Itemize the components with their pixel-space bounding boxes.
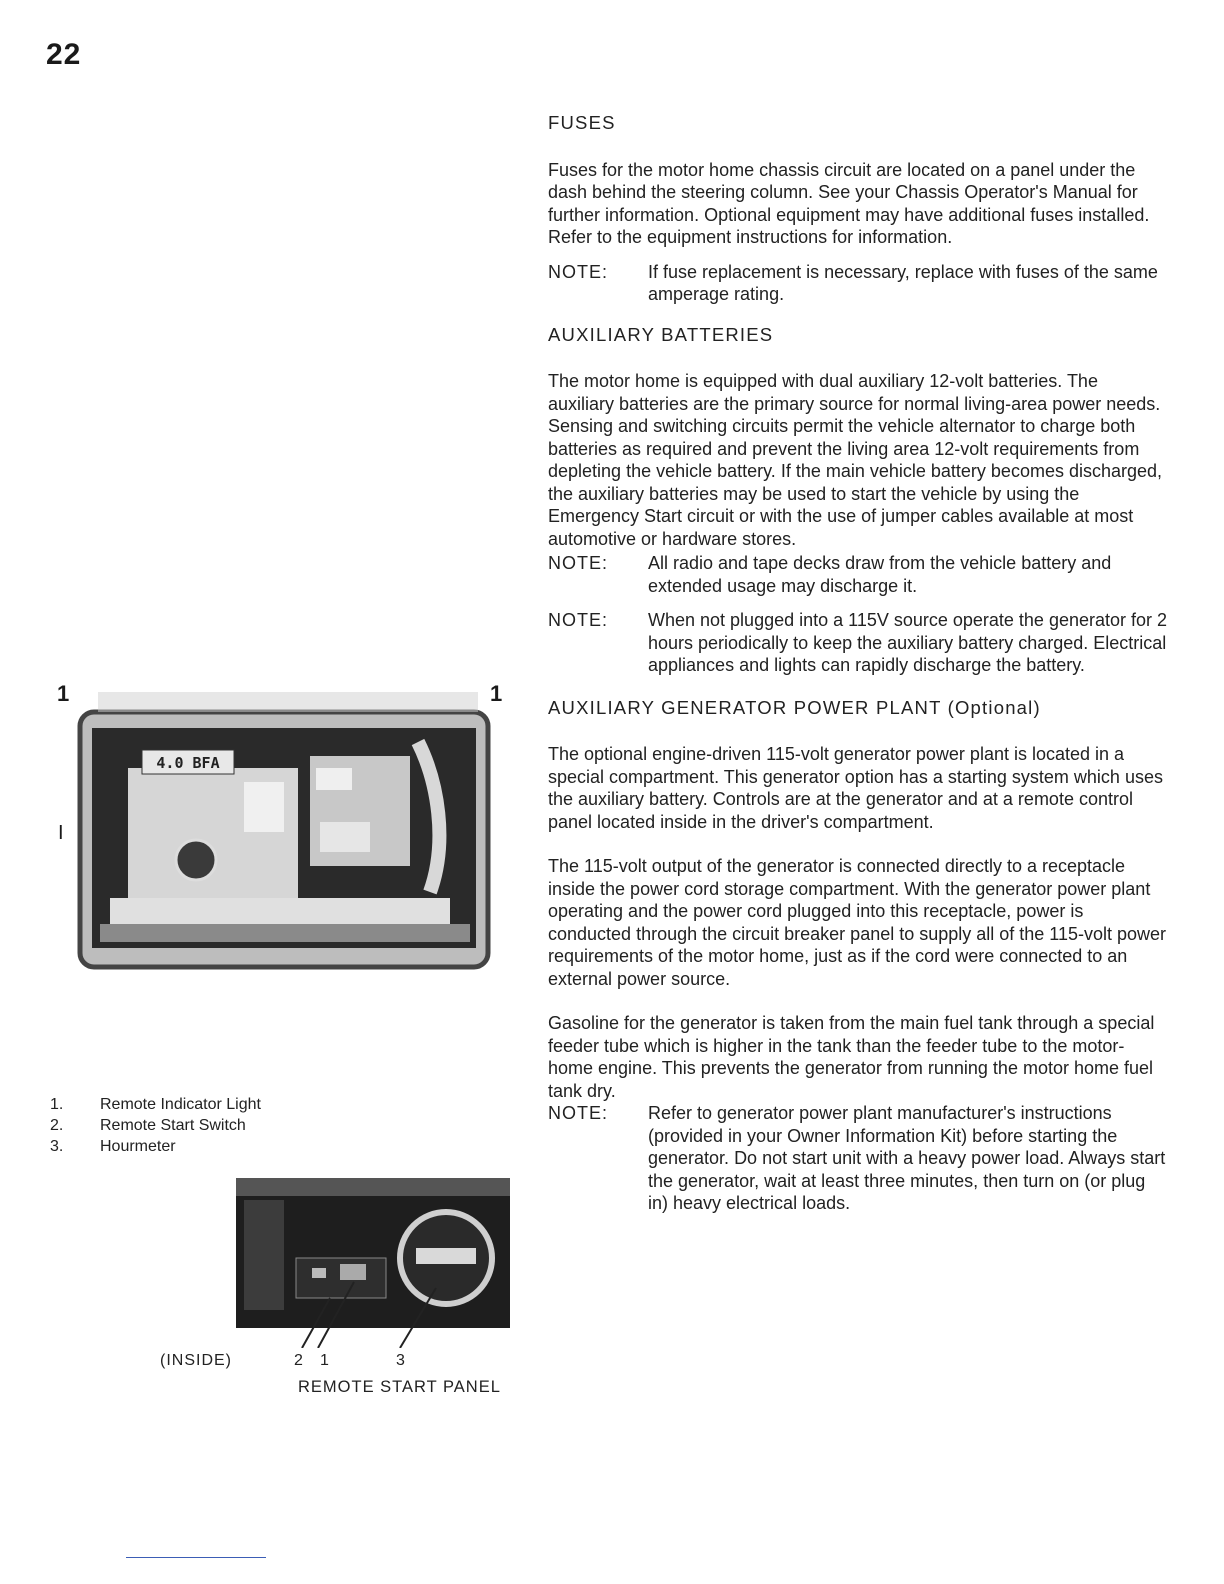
photo-marker-left: 1 bbox=[57, 681, 70, 706]
legend-number: 1. bbox=[50, 1096, 64, 1113]
remote-start-panel-photo bbox=[236, 1178, 510, 1348]
note-text: When not plugged into a 115V source operate the generator for 2 hours periodically to keep the auxiliary battery charged. Electrical appliances and lights can rapidly discharge the battery. bbox=[648, 610, 1168, 675]
note-label: NOTE: bbox=[548, 610, 609, 630]
legend-item bbox=[50, 1136, 261, 1157]
legend-item bbox=[50, 1094, 261, 1115]
note-label: NOTE: bbox=[548, 261, 609, 282]
callout-number: 3 bbox=[396, 1352, 405, 1369]
legend-text: Remote Start Switch bbox=[100, 1117, 246, 1134]
generator-photo bbox=[58, 672, 510, 992]
legend-text: Remote Indicator Light bbox=[100, 1096, 261, 1113]
fuses-section bbox=[548, 112, 1168, 306]
photo-marker-right: 1 bbox=[490, 681, 503, 706]
generator-model-label: 4.0 BFA bbox=[156, 754, 220, 772]
note-label: NOTE: bbox=[548, 1103, 609, 1123]
footer-divider bbox=[126, 1557, 266, 1558]
aux-batteries-note-1 bbox=[548, 552, 1168, 597]
callout-number: 1 bbox=[320, 1352, 329, 1369]
photo-marker-side: I bbox=[58, 822, 64, 844]
note-text: If fuse replacement is necessary, replace with fuses of the same amperage rating. bbox=[648, 261, 1158, 304]
aux-batteries-heading: AUXILIARY BATTERIES bbox=[548, 323, 774, 345]
page-number: 22 bbox=[46, 38, 82, 71]
main-text-column bbox=[548, 112, 1168, 1225]
fuses-body: Fuses for the motor home chassis circuit are located on a panel under the dash behind the steering column. See your Chassis Operator's Manual for further information. Optional equipment may have additional fuses installed. Refer to the equipment instructions for information. bbox=[548, 159, 1150, 247]
aux-generator-note bbox=[548, 1102, 1168, 1215]
generator-illustration bbox=[58, 672, 510, 992]
legend-number: 2. bbox=[50, 1117, 64, 1134]
remote-panel-caption: REMOTE START PANEL bbox=[298, 1378, 501, 1396]
figure-legend bbox=[50, 1094, 261, 1157]
note-text: All radio and tape decks draw from the vehicle battery and extended usage may discharge it. bbox=[648, 553, 1112, 596]
aux-generator-para-3: Gasoline for the generator is taken from the main fuel tank through a special feeder tube which is higher in the tank than the feeder tube to the motor-home engine. This prevents the generator from running the motor home fuel tank dry. bbox=[548, 1013, 1155, 1101]
aux-batteries-body: The motor home is equipped with dual auxiliary 12-volt batteries. The auxiliary batteries are the primary source for normal living-area power needs. Sensing and switching circuits permit the vehicle alternator to charge both batteries as required and prevent the living area 12-volt requirements from depleting the vehicle battery. If the main vehicle battery becomes discharged, the auxiliary batteries may be used to start the vehicle by using the Emergency Start circuit or with the use of jumper cables available at most automotive or hardware stores. bbox=[548, 371, 1163, 549]
note-text: Refer to generator power plant manufacturer's instructions (provided in your Owner Information Kit) before starting the generator. Do not start unit with a heavy power load. Always start the generator, wait at least three minutes, then turn on (or plug in) heavy electrical loads. bbox=[648, 1103, 1166, 1213]
legend-text: Hourmeter bbox=[100, 1138, 176, 1155]
inside-label: (INSIDE) bbox=[160, 1352, 232, 1369]
legend-item bbox=[50, 1115, 261, 1136]
legend-number: 3. bbox=[50, 1138, 64, 1155]
note-label: NOTE: bbox=[548, 553, 609, 573]
aux-generator-heading-optional: (Optional) bbox=[947, 696, 1041, 718]
aux-batteries-note-2 bbox=[548, 609, 1168, 677]
fuses-note bbox=[548, 261, 1168, 306]
aux-batteries-section bbox=[548, 324, 1168, 677]
remote-panel-illustration bbox=[236, 1178, 510, 1348]
fuses-heading: FUSES bbox=[548, 112, 616, 133]
aux-generator-para-2: The 115-volt output of the generator is connected directly to a receptacle inside the power cord storage compartment. With the generator power plant operating and the power cord plugged into this receptacle, power is conducted through the circuit breaker panel to supply all of the 115-volt power requirements of the motor home, just as if the cord were connected to an external power source. bbox=[548, 856, 1167, 989]
aux-generator-section bbox=[548, 697, 1168, 1215]
aux-generator-heading-text: AUXILIARY GENERATOR POWER PLANT bbox=[548, 696, 942, 718]
callout-number: 2 bbox=[294, 1352, 303, 1369]
aux-generator-heading bbox=[548, 697, 1168, 720]
aux-generator-para-1: The optional engine-driven 115-volt generator power plant is located in a special compartment. This generator option has a starting system which uses the auxiliary battery. Controls are at the generator and at a remote control panel located inside in the driver's compartment. bbox=[548, 744, 1163, 832]
